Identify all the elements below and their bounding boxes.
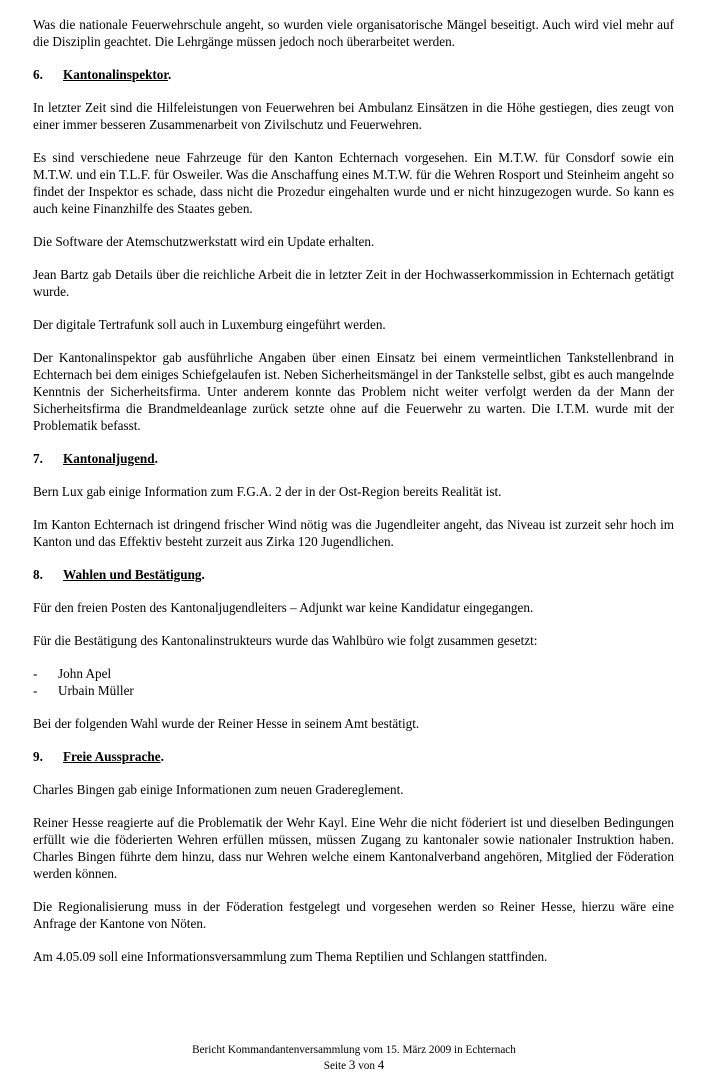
section-9-heading: 9. Freie Aussprache. [33, 749, 164, 764]
paragraph: Jean Bartz gab Details über die reichliche Arbeit die in letzter Zeit in der Hochwasserkommission in Echternach getätigt wurde. [33, 267, 674, 299]
page-number [0, 1058, 708, 1073]
paragraph: Es sind verschiedene neue Fahrzeuge für den Kanton Echternach vorgesehen. Ein M.T.W. für Consdorf sowie ein M.T.W. und ein T.L.F. für Osweiler. Was die Anschaffung eines M.T.W. für die Wehren Rosport und Steinheim angeht so findet der Inspektor es schade, dass nicht die Prozedur eingehalten wurde und er nicht hinzugezogen wurde. So kann es auch keine Finanzhilfe des Staates geben. [33, 150, 674, 216]
election-committee-list [33, 665, 674, 699]
list-item-text: John Apel [58, 666, 112, 681]
paragraph: Der Kantonalinspektor gab ausführliche Angaben über einen Einsatz bei einem vermeintlichen Tankstellenbrand in Echternach bei dem einiges Schiefgelaufen ist. Neben Sicherheitsmängel in der Tankstelle selbst, gibt es auch mangelnde Kenntnis der Sicherheitsfirma. Unter anderem konnte das Problem nicht weiter verfolgt werden da der Mann der Sicherheitsfirma die Brandmeldeanlage zurück setzte ohne auf die Feuerwehr zu warten. Die I.T.M. wurde mit der Problematik befasst. [33, 350, 674, 433]
paragraph: Bei der folgenden Wahl wurde der Reiner Hesse in seinem Amt bestätigt. [33, 716, 420, 731]
page-prefix: Seite [323, 1060, 347, 1072]
paragraph: Reiner Hesse reagierte auf die Problematik der Wehr Kayl. Eine Wehr die nicht föderiert ist und dieselben Bedingungen erfüllt wie die föderierten Wehren erfüllen müssen, müssen Zugang zu kantonaler sowie nationaler Instruktion haben. Charles Bingen führte dem hinzu, dass nur Wehren welche einem Kantonalverband angehören, Mitglied der Föderation werden können. [33, 815, 674, 881]
section-7-heading: 7. Kantonaljugend. [33, 451, 158, 466]
section-title: Freie Aussprache [63, 749, 161, 764]
list-item-text: Urbain Müller [58, 683, 134, 698]
section-number: 7. [33, 451, 43, 466]
paragraph: Die Regionalisierung muss in der Föderation festgelegt und vorgesehen werden so Reiner Hesse, hierzu wäre eine Anfrage der Kantone von Nöten. [33, 899, 674, 931]
section-title: Wahlen und Bestätigung [63, 567, 202, 582]
document-body [33, 16, 674, 981]
intro-paragraph: Was die nationale Feuerwehrschule angeht, so wurden viele organisatorische Mängel beseitigt. Auch wird viel mehr auf die Disziplin geachtet. Die Lehrgänge müssen jedoch noch überarbeitet werden. [33, 17, 674, 49]
paragraph: Bern Lux gab einige Information zum F.G.A. 2 der in der Ost-Region bereits Realität ist. [33, 484, 502, 499]
page-total: 4 [377, 1057, 385, 1072]
section-number: 6. [33, 67, 43, 82]
page-of: von [358, 1060, 375, 1072]
paragraph: Die Software der Atemschutzwerkstatt wird ein Update erhalten. [33, 234, 375, 249]
paragraph: Im Kanton Echternach ist dringend frischer Wind nötig was die Jugendleiter angeht, das Niveau ist zurzeit sehr hoch im Kanton und das Effektiv besteht zurzeit aus Zirka 120 Jugendlichen. [33, 517, 674, 549]
paragraph: Der digitale Tertrafunk soll auch in Luxemburg eingeführt werden. [33, 317, 386, 332]
list-item [33, 665, 674, 682]
section-title: Kantonalinspektor [63, 67, 169, 82]
section-number: 8. [33, 567, 43, 582]
paragraph: Charles Bingen gab einige Informationen zum neuen Gradereglement. [33, 782, 404, 797]
page-footer-title: Bericht Kommandantenversammlung vom 15. März 2009 in Echternach [192, 1044, 516, 1056]
page-current: 3 [348, 1057, 356, 1072]
section-8-heading: 8. Wahlen und Bestätigung. [33, 567, 205, 582]
bullet-dash: - [33, 666, 38, 681]
paragraph: Am 4.05.09 soll eine Informationsversammlung zum Thema Reptilien und Schlangen stattfinden. [33, 949, 548, 964]
bullet-dash: - [33, 683, 38, 698]
section-number: 9. [33, 749, 43, 764]
paragraph: In letzter Zeit sind die Hilfeleistungen von Feuerwehren bei Ambulanz Einsätzen in die Höhe gestiegen, dies zeugt von einer immer besseren Zusammenarbeit von Zivilschutz und Feuerwehren. [33, 100, 674, 132]
paragraph: Für die Bestätigung des Kantonalinstrukteurs wurde das Wahlbüro wie folgt zusammen gesetzt: [33, 633, 538, 648]
section-title: Kantonaljugend [63, 451, 155, 466]
section-6-heading: 6. Kantonalinspektor. [33, 67, 172, 82]
paragraph: Für den freien Posten des Kantonaljugendleiters – Adjunkt war keine Kandidatur eingegangen. [33, 600, 534, 615]
list-item [33, 682, 674, 699]
